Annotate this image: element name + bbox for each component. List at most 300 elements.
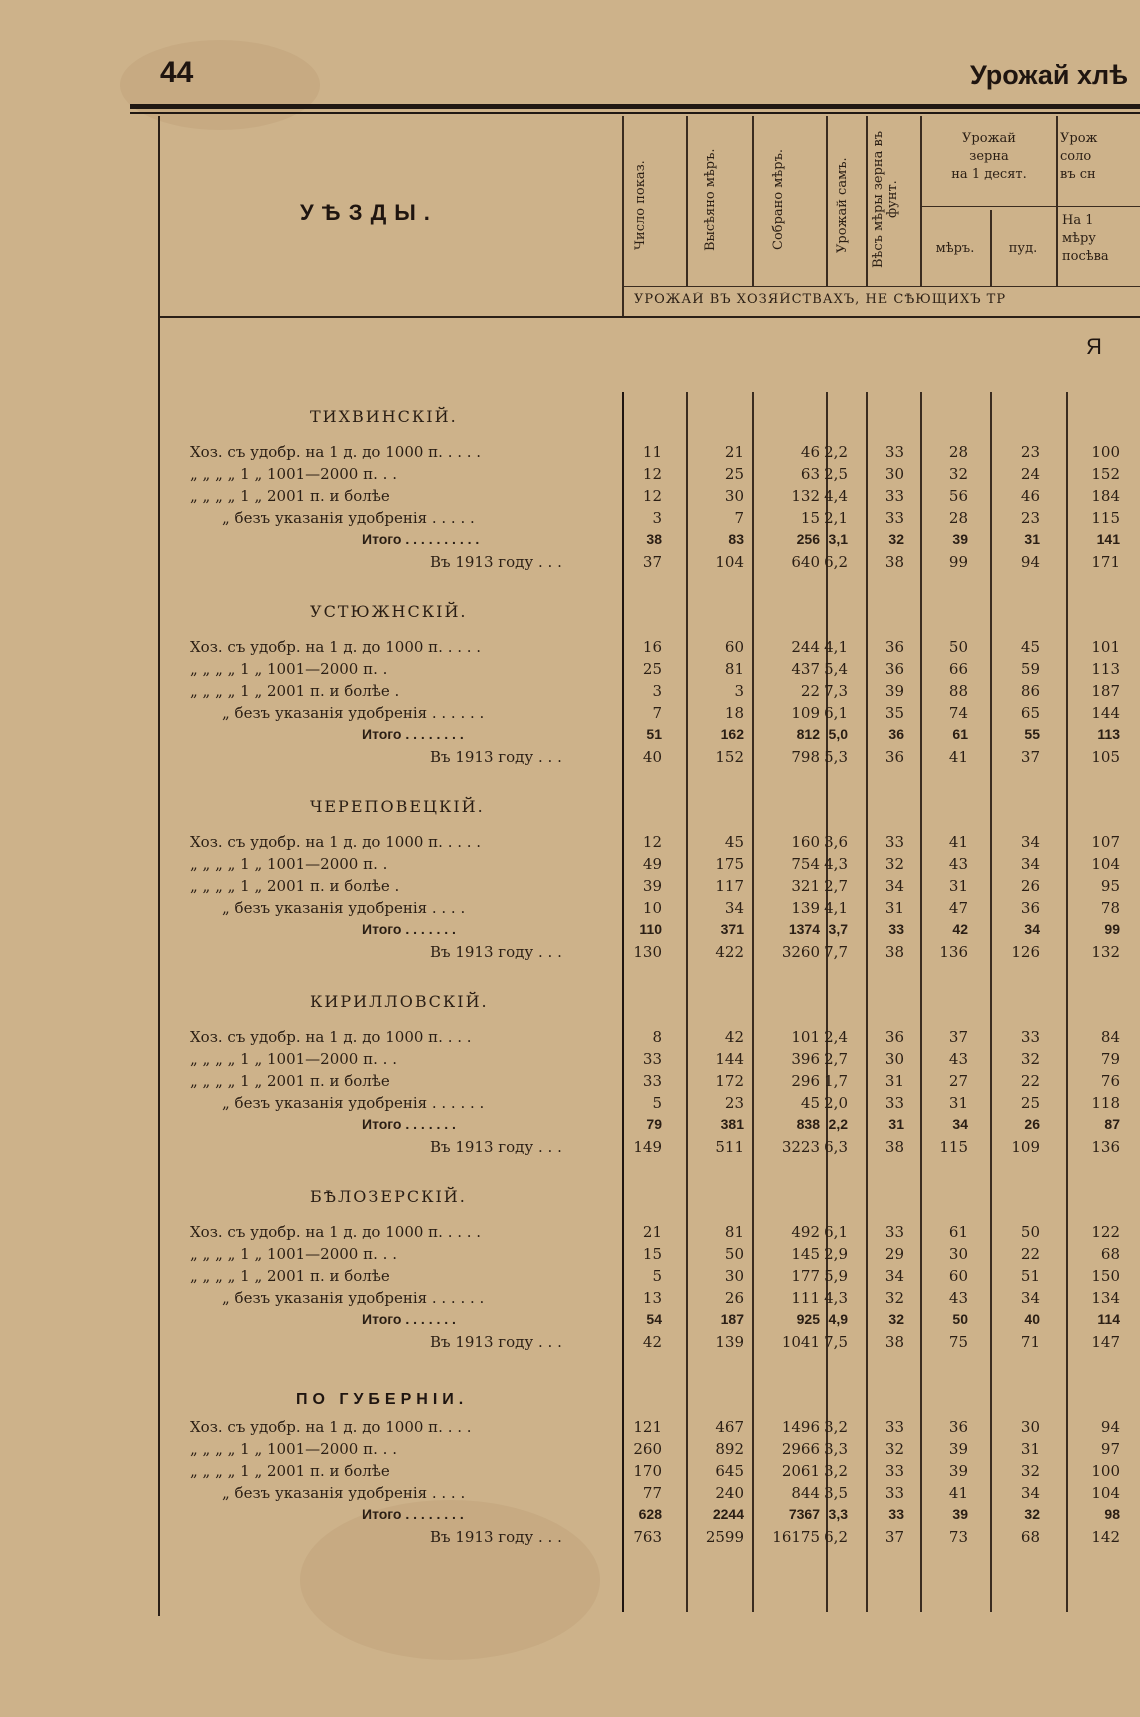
table-cell: 33	[642, 1072, 662, 1090]
table-cell: 3	[734, 682, 744, 700]
table-cell: 39	[642, 877, 662, 895]
table-cell: 256	[796, 531, 820, 547]
row-label: „ безъ указанія удобренія . . . .	[222, 1484, 466, 1502]
table-cell: 33	[884, 1094, 904, 1112]
table-cell: 32	[888, 1311, 904, 1327]
table-cell: 437	[791, 660, 820, 678]
table-cell: 36	[884, 638, 904, 656]
table-cell: 42	[642, 1333, 662, 1351]
row-label: „ безъ указанія удобренія . . . . . .	[222, 704, 485, 722]
table-cell: 32	[1020, 1050, 1040, 1068]
row-label: Въ 1913 году . . .	[430, 943, 562, 961]
table-cell: 36	[888, 726, 904, 742]
table-cell: 6,3	[824, 1138, 848, 1156]
table-cell: 1,7	[824, 1072, 848, 1090]
table-cell: 171	[1091, 553, 1120, 571]
table-cell: 32	[884, 1289, 904, 1307]
table-cell: 7,5	[824, 1333, 848, 1351]
table-cell: 38	[884, 943, 904, 961]
table-cell: 763	[633, 1528, 662, 1546]
table-cell: 40	[1024, 1311, 1040, 1327]
table-cell: 5,4	[824, 660, 848, 678]
table-cell: 47	[948, 899, 968, 917]
table-cell: 141	[1096, 531, 1120, 547]
table-cell: 33	[884, 443, 904, 461]
table-cell: 50	[948, 638, 968, 656]
table-cell: 4,3	[824, 1289, 848, 1307]
table-cell: 492	[791, 1223, 820, 1241]
table-cell: 61	[952, 726, 968, 742]
table-cell: 32	[1024, 1506, 1040, 1522]
table-cell: 26	[724, 1289, 744, 1307]
table-cell: 31	[948, 877, 968, 895]
table-cell: 95	[1100, 877, 1120, 895]
row-label: „ безъ указанія удобренія . . . . . .	[222, 1094, 485, 1112]
table-cell: 101	[791, 1028, 820, 1046]
table-cell: 41	[948, 748, 968, 766]
table-cell: 5	[652, 1267, 662, 1285]
table-cell: 61	[948, 1223, 968, 1241]
table-cell: 1374	[788, 921, 820, 937]
table-cell: 15	[642, 1245, 662, 1263]
page-number: 44	[160, 56, 194, 89]
row-label: „ „ „ „ 1 „ 2001 п. и болѣе .	[190, 877, 400, 895]
table-cell: 187	[720, 1311, 744, 1327]
table-cell: 134	[1091, 1289, 1120, 1307]
table-cell: 25	[1020, 1094, 1040, 1112]
table-cell: 74	[948, 704, 968, 722]
table-cell: 7	[734, 509, 744, 527]
table-cell: 2,0	[824, 1094, 848, 1112]
table-cell: 18	[724, 704, 744, 722]
table-cell: 175	[715, 855, 744, 873]
table-cell: 33	[1020, 1028, 1040, 1046]
table-cell: 46	[1020, 487, 1040, 505]
table-cell: 27	[948, 1072, 968, 1090]
table-cell: 81	[724, 660, 744, 678]
table-cell: 144	[1091, 704, 1120, 722]
table-cell: 45	[800, 1094, 820, 1112]
table-cell: 31	[888, 1116, 904, 1132]
table-cell: 371	[720, 921, 744, 937]
table-cell: 113	[1097, 726, 1120, 742]
table-cell: 4,3	[824, 855, 848, 873]
table-cell: 139	[715, 1333, 744, 1351]
table-cell: 32	[948, 465, 968, 483]
table-subheader: УРОЖАЙ ВЪ ХОЗЯЙСТВАХЪ, НЕ СѢЮЩИХЪ ТР	[634, 292, 1007, 307]
table-cell: 511	[715, 1138, 744, 1156]
table-cell: 25	[642, 660, 662, 678]
table-cell: 34	[1020, 855, 1040, 873]
table-cell: 109	[1011, 1138, 1040, 1156]
running-title: Урожай хлѣ	[970, 60, 1129, 90]
table-cell: 41	[948, 833, 968, 851]
table-cell: 145	[791, 1245, 820, 1263]
table-cell: 16	[642, 638, 662, 656]
table-cell: 126	[1011, 943, 1040, 961]
table-cell: 31	[884, 899, 904, 917]
table-cell: 30	[884, 465, 904, 483]
table-cell: 6,2	[824, 553, 848, 571]
table-cell: 43	[948, 855, 968, 873]
table-cell: 45	[724, 833, 744, 851]
table-cell: 3,2	[824, 1462, 848, 1480]
row-label: „ „ „ „ 1 „ 1001—2000 п. .	[190, 660, 388, 678]
table-cell: 8	[652, 1028, 662, 1046]
table-cell: 39	[884, 682, 904, 700]
table-cell: 56	[948, 487, 968, 505]
table-cell: 49	[642, 855, 662, 873]
table-cell: 240	[715, 1484, 744, 1502]
table-cell: 94	[1020, 553, 1040, 571]
row-label: „ безъ указанія удобренія . . . . . .	[222, 1289, 485, 1307]
table-cell: 99	[948, 553, 968, 571]
row-label: „ „ „ „ 1 „ 2001 п. и болѣе	[190, 1462, 390, 1480]
table-cell: 60	[724, 638, 744, 656]
table-cell: 142	[1091, 1528, 1120, 1546]
table-cell: 39	[952, 1506, 968, 1522]
table-cell: 59	[1020, 660, 1040, 678]
table-cell: 38	[646, 531, 662, 547]
table-cell: 104	[1091, 1484, 1120, 1502]
table-cell: 114	[1097, 1311, 1120, 1327]
table-cell: 43	[948, 1050, 968, 1068]
table-cell: 31	[1024, 531, 1040, 547]
row-label: Итого . . . . . . . . . .	[362, 531, 480, 547]
row-label: Итого . . . . . . .	[362, 1116, 456, 1132]
table-cell: 51	[1020, 1267, 1040, 1285]
table-cell: 5	[652, 1094, 662, 1112]
table-cell: 51	[646, 726, 662, 742]
table-cell: 12	[642, 487, 662, 505]
row-label: „ „ „ „ 1 „ 2001 п. и болѣе	[190, 1072, 390, 1090]
table-cell: 36	[884, 748, 904, 766]
table-cell: 26	[1020, 877, 1040, 895]
table-cell: 4,4	[824, 487, 848, 505]
table-cell: 33	[884, 1462, 904, 1480]
table-cell: 34	[1024, 921, 1040, 937]
table-cell: 54	[646, 1311, 662, 1327]
table-cell: 6,2	[824, 1528, 848, 1546]
row-label: Итого . . . . . . .	[362, 921, 456, 937]
table-cell: 4,1	[824, 638, 848, 656]
table-cell: 2,1	[824, 509, 848, 527]
table-cell: 3,7	[828, 921, 848, 937]
table-cell: 33	[888, 1506, 904, 1522]
table-cell: 118	[1091, 1094, 1120, 1112]
row-label: Въ 1913 году . . .	[430, 1528, 562, 1546]
table-cell: 754	[791, 855, 820, 873]
row-label: „ „ „ „ 1 „ 2001 п. и болѣе	[190, 487, 390, 505]
table-cell: 86	[1020, 682, 1040, 700]
table-cell: 3260	[781, 943, 820, 961]
table-cell: 13	[642, 1289, 662, 1307]
table-cell: 38	[884, 1333, 904, 1351]
table-cell: 2,5	[824, 465, 848, 483]
table-cell: 28	[948, 509, 968, 527]
table-cell: 23	[1020, 443, 1040, 461]
table-cell: 111	[791, 1289, 820, 1307]
table-cell: 130	[633, 943, 662, 961]
table-cell: 2,2	[828, 1116, 848, 1132]
table-cell: 115	[939, 1138, 968, 1156]
table-cell: 6,1	[824, 1223, 848, 1241]
table-cell: 30	[884, 1050, 904, 1068]
table-cell: 34	[1020, 1289, 1040, 1307]
table-cell: 121	[633, 1418, 662, 1436]
table-cell: 925	[796, 1311, 820, 1327]
table-cell: 30	[724, 1267, 744, 1285]
table-cell: 2966	[781, 1440, 820, 1458]
table-cell: 244	[791, 638, 820, 656]
table-cell: 7	[652, 704, 662, 722]
section-letter: Я	[1086, 334, 1102, 359]
row-label: Хоз. съ удобр. на 1 д. до 1000 п. . . . .	[190, 443, 482, 461]
table-cell: 79	[1100, 1050, 1120, 1068]
table-cell: 68	[1100, 1245, 1120, 1263]
row-label: Хоз. съ удобр. на 1 д. до 1000 п. . . . .	[190, 1223, 482, 1241]
table-cell: 101	[1091, 638, 1120, 656]
table-cell: 34	[1020, 833, 1040, 851]
table-cell: 2,7	[824, 1050, 848, 1068]
table-cell: 50	[724, 1245, 744, 1263]
table-cell: 104	[1091, 855, 1120, 873]
table-cell: 46	[800, 443, 820, 461]
table-cell: 60	[948, 1267, 968, 1285]
table-cell: 21	[642, 1223, 662, 1241]
table-cell: 43	[948, 1289, 968, 1307]
col-header-count: Число показ.	[633, 160, 648, 250]
table-cell: 35	[884, 704, 904, 722]
table-cell: 41	[948, 1484, 968, 1502]
table-cell: 30	[724, 487, 744, 505]
table-cell: 25	[724, 465, 744, 483]
row-label: Хоз. съ удобр. на 1 д. до 1000 п. . . . .	[190, 638, 482, 656]
table-cell: 22	[1020, 1072, 1040, 1090]
table-cell: 132	[1091, 943, 1120, 961]
table-cell: 160	[791, 833, 820, 851]
row-label: „ „ „ „ 1 „ 1001—2000 п. . .	[190, 1440, 397, 1458]
table-cell: 12	[642, 833, 662, 851]
table-cell: 76	[1100, 1072, 1120, 1090]
table-cell: 73	[948, 1528, 968, 1546]
table-cell: 1041	[781, 1333, 820, 1351]
table-cell: 36	[948, 1418, 968, 1436]
table-cell: 33	[884, 509, 904, 527]
table-cell: 187	[1091, 682, 1120, 700]
table-cell: 2,9	[824, 1245, 848, 1263]
table-cell: 34	[1020, 1484, 1040, 1502]
table-cell: 23	[724, 1094, 744, 1112]
district-heading: УСТЮЖНСКІЙ.	[310, 602, 468, 621]
row-label: Въ 1913 году . . .	[430, 553, 562, 571]
table-cell: 3,3	[828, 1506, 848, 1522]
table-cell: 30	[1020, 1418, 1040, 1436]
table-cell: 75	[948, 1333, 968, 1351]
table-cell: 422	[715, 943, 744, 961]
district-heading: КИРИЛЛОВСКІЙ.	[310, 992, 489, 1011]
table-cell: 7,7	[824, 943, 848, 961]
table-cell: 1496	[781, 1418, 820, 1436]
table-cell: 152	[715, 748, 744, 766]
table-cell: 34	[884, 877, 904, 895]
table-cell: 2,4	[824, 1028, 848, 1046]
table-cell: 83	[728, 531, 744, 547]
row-label: „ „ „ „ 1 „ 1001—2000 п. . .	[190, 465, 397, 483]
table-cell: 812	[796, 726, 820, 742]
table-cell: 3,2	[824, 1418, 848, 1436]
table-cell: 33	[884, 833, 904, 851]
table-cell: 36	[1020, 899, 1040, 917]
table-cell: 640	[791, 553, 820, 571]
table-cell: 33	[884, 487, 904, 505]
table-cell: 892	[715, 1440, 744, 1458]
table-cell: 37	[642, 553, 662, 571]
table-cell: 78	[1100, 899, 1120, 917]
table-cell: 12	[642, 465, 662, 483]
row-label: Итого . . . . . . . .	[362, 1506, 464, 1522]
table-cell: 87	[1104, 1116, 1120, 1132]
table-cell: 33	[884, 1223, 904, 1241]
table-cell: 2,2	[824, 443, 848, 461]
table-cell: 381	[720, 1116, 744, 1132]
table-cell: 33	[884, 1484, 904, 1502]
table-cell: 136	[1091, 1138, 1120, 1156]
table-cell: 844	[791, 1484, 820, 1502]
row-label: Хоз. съ удобр. на 1 д. до 1000 п. . . .	[190, 1028, 472, 1046]
yield-grain-measures-header: мѣръ.	[935, 241, 975, 256]
table-cell: 3	[652, 682, 662, 700]
table-cell: 40	[642, 748, 662, 766]
table-cell: 45	[1020, 638, 1040, 656]
yield-straw-sub-header: На 1 мѣру посѣва	[1062, 213, 1109, 264]
table-cell: 628	[638, 1506, 662, 1522]
table-cell: 98	[1104, 1506, 1120, 1522]
table-cell: 3,6	[824, 833, 848, 851]
table-cell: 136	[939, 943, 968, 961]
table-cell: 2244	[712, 1506, 744, 1522]
table-cell: 122	[1091, 1223, 1120, 1241]
table-cell: 34	[952, 1116, 968, 1132]
col-header-harvested: Собрано мѣръ.	[771, 149, 786, 251]
table-cell: 3,1	[828, 531, 848, 547]
table-cell: 396	[791, 1050, 820, 1068]
table-cell: 115	[1091, 509, 1120, 527]
table-cell: 81	[724, 1223, 744, 1241]
yield-grain-group-header: Урожай зерна на 1 десят.	[951, 131, 1027, 182]
table-cell: 3	[652, 509, 662, 527]
table-cell: 132	[791, 487, 820, 505]
table-cell: 66	[948, 660, 968, 678]
table-cell: 37	[884, 1528, 904, 1546]
yield-grain-poods-header: пуд.	[1008, 241, 1038, 256]
table-cell: 33	[884, 1418, 904, 1436]
table-cell: 5,3	[824, 748, 848, 766]
row-label: „ „ „ „ 1 „ 2001 п. и болѣе .	[190, 682, 400, 700]
table-cell: 2061	[781, 1462, 820, 1480]
table-cell: 30	[948, 1245, 968, 1263]
table-cell: 31	[884, 1072, 904, 1090]
table-cell: 110	[639, 921, 662, 937]
table-cell: 100	[1091, 443, 1120, 461]
table-cell: 37	[948, 1028, 968, 1046]
table-cell: 117	[715, 877, 744, 895]
row-label: Хоз. съ удобр. на 1 д. до 1000 п. . . .	[190, 1418, 472, 1436]
table-cell: 33	[888, 921, 904, 937]
table-cell: 42	[952, 921, 968, 937]
table-cell: 5,9	[824, 1267, 848, 1285]
table-cell: 3,3	[824, 1440, 848, 1458]
table-cell: 29	[884, 1245, 904, 1263]
table-cell: 84	[1100, 1028, 1120, 1046]
table-cell: 3223	[781, 1138, 820, 1156]
table-cell: 28	[948, 443, 968, 461]
table-cell: 798	[791, 748, 820, 766]
table-cell: 63	[800, 465, 820, 483]
table-cell: 147	[1091, 1333, 1120, 1351]
table-cell: 32	[884, 1440, 904, 1458]
table-cell: 50	[1020, 1223, 1040, 1241]
table-cell: 42	[724, 1028, 744, 1046]
table-cell: 77	[642, 1484, 662, 1502]
table-cell: 11	[642, 443, 662, 461]
table-cell: 139	[791, 899, 820, 917]
table-cell: 467	[715, 1418, 744, 1436]
col-header-weight: Вѣсъ мѣры зерна въ фунт.	[871, 130, 900, 268]
table-cell: 184	[1091, 487, 1120, 505]
table-cell: 104	[715, 553, 744, 571]
row-label: Итого . . . . . . .	[362, 1311, 456, 1327]
table-cell: 296	[791, 1072, 820, 1090]
table-cell: 65	[1020, 704, 1040, 722]
table-cell: 7,3	[824, 682, 848, 700]
table-cell: 838	[796, 1116, 820, 1132]
table-cell: 21	[724, 443, 744, 461]
row-label: Въ 1913 году . . .	[430, 1333, 562, 1351]
table-cell: 39	[952, 531, 968, 547]
table-cell: 2599	[705, 1528, 744, 1546]
table-cell: 71	[1020, 1333, 1040, 1351]
table-cell: 26	[1024, 1116, 1040, 1132]
table-cell: 31	[1020, 1440, 1040, 1458]
table-cell: 109	[791, 704, 820, 722]
table-cell: 22	[800, 682, 820, 700]
table-cell: 4,9	[828, 1311, 848, 1327]
table-cell: 50	[952, 1311, 968, 1327]
table-cell: 113	[1091, 660, 1120, 678]
table-cell: 32	[888, 531, 904, 547]
district-heading: БѢЛОЗЕРСКІЙ.	[310, 1187, 467, 1206]
table-cell: 2,7	[824, 877, 848, 895]
table-cell: 162	[720, 726, 744, 742]
table-cell: 39	[948, 1462, 968, 1480]
table-cell: 172	[715, 1072, 744, 1090]
table-cell: 38	[884, 1138, 904, 1156]
table-cell: 144	[715, 1050, 744, 1068]
table-cell: 321	[791, 877, 820, 895]
row-label: „ „ „ „ 1 „ 1001—2000 п. . .	[190, 1245, 397, 1263]
table-cell: 260	[633, 1440, 662, 1458]
table-cell: 34	[884, 1267, 904, 1285]
table-cell: 22	[1020, 1245, 1040, 1263]
table-cell: 149	[633, 1138, 662, 1156]
table-cell: 7367	[788, 1506, 820, 1522]
table-cell: 107	[1091, 833, 1120, 851]
row-label: Хоз. съ удобр. на 1 д. до 1000 п. . . . .	[190, 833, 482, 851]
table-cell: 16175	[772, 1528, 820, 1546]
table-cell: 31	[948, 1094, 968, 1112]
district-heading: ЧЕРЕПОВЕЦКІЙ.	[310, 797, 485, 816]
